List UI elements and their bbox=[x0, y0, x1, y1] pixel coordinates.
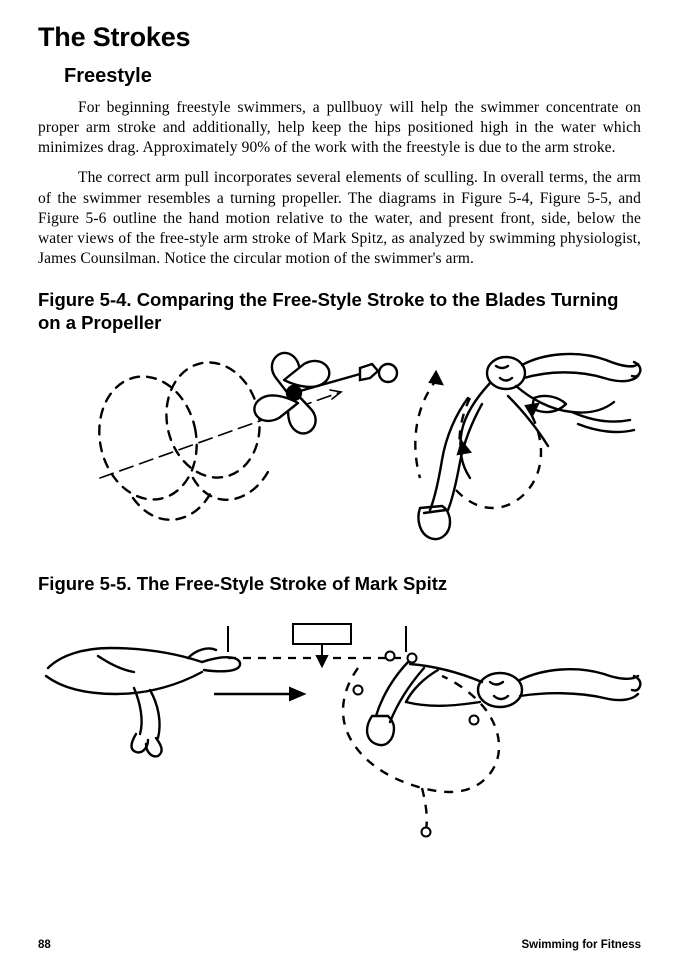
mark-spitz-stroke-diagram bbox=[38, 598, 643, 868]
paragraph-1: For beginning freestyle swimmers, a pullbuoy will help the swimmer concentrate on proper arm stroke and additionally, help keep the hips positioned high in the water which minimizes drag. Approximately 90% of the work with the freestyle is due to the arm stroke. bbox=[38, 99, 641, 157]
figure-5-4-title: Figure 5-4. Comparing the Free-Style Stroke to the Blades Turning on a Propeller bbox=[38, 289, 619, 333]
section-heading-freestyle: Freestyle bbox=[64, 65, 152, 87]
page-footer bbox=[38, 939, 641, 951]
label-motion: MOTION bbox=[300, 627, 336, 638]
figure-5-5-illustration bbox=[38, 598, 641, 868]
figure-5-5-title: Figure 5-5. The Free-Style Stroke of Mark Spitz bbox=[38, 573, 448, 595]
label-net-hand: NET HAND bbox=[297, 611, 344, 622]
book-title-footer: Swimming for Fitness bbox=[521, 939, 641, 951]
label-body: BODY bbox=[210, 679, 239, 691]
label-motion-forward: MOTION FORWARD bbox=[170, 695, 265, 707]
paragraph-2: The correct arm pull incorporates several elements of sculling. In overall terms, the arm of the swimmer resembles a turning propeller. The diagrams in Figure 5-4, Figure 5-5, and Figure 5-6 outline the hand motion relative to the water, and present front, side, below the water views of the free-style arm stroke of Mark Spitz, as analyzed by swimming physiologist, James Counsilman. Notice the circular motion of the swimmer's arm. bbox=[38, 169, 641, 267]
propeller-and-swimmer-diagram bbox=[38, 338, 643, 553]
label-point-of-entry: POINT OF ENTRY bbox=[160, 611, 244, 623]
page-number: 88 bbox=[38, 939, 51, 951]
figure-5-4-illustration bbox=[38, 338, 641, 553]
label-point-of-exit: POINT OF EXIT bbox=[368, 611, 441, 623]
page-title: The Strokes bbox=[38, 22, 191, 52]
